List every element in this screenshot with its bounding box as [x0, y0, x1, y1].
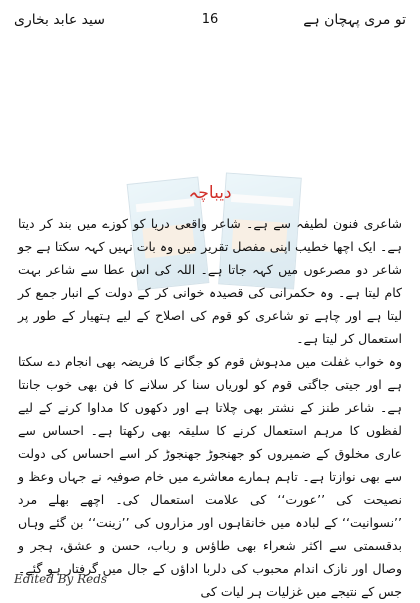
- page-header: [14, 12, 406, 34]
- section-heading: دیباچہ: [188, 183, 232, 203]
- page-number: 16: [201, 12, 219, 27]
- book-title: تو مری پہچان ہے: [303, 12, 406, 28]
- body-text: [18, 212, 402, 603]
- paragraph: وہ خواب غفلت میں مدہوش قوم کو جگانے کا فریضہ بھی انجام دے سکتا ہے اور جیتی جاگتی قوم کو لوریاں سنا کر سلانے کا فن بھی خوب جانتا ہے۔ شاعر طنز کے نشتر بھی چلاتا ہے اور دکھوں کا مداوا کرنے کے لیے لفظوں کا مرہم استعمال کرنے کا سلیقہ بھی رکھتا ہے۔ احساس سے عاری مخلوق کے ضمیروں کو جھنجوڑ جھنجوڑ کر اسے احساس کی دولت سے بھی نوازتا ہے۔ تاہم ہمارے معاشرے میں خام صوفیہ نے جہاں وعظ و نصیحت کی ’’عورت‘‘ کی علامت استعمال کی۔ اچھے بھلے مرد ’’نسوانیت‘‘ کے لبادہ میں خانقاہوں اور مزاروں کی ’’زینت‘‘ بن گئے وہاں بدقسمتی سے اکثر شعراء بھی طاؤس و رباب، حسن و عشق، ہجر و وصال اور نازک اندام محبوب کی دلربا اداؤں کے جال میں گرفتار ہو گئے۔ جس کے نتیجے میں غزلیات ہر لیات کی: [18, 354, 402, 599]
- author-name: سید عابد بخاری: [14, 12, 105, 28]
- paragraph: شاعری فنون لطیفہ سے ہے۔ شاعر واقعی دریا کو کوزے میں بند کر دیتا ہے۔ ایک اچھا خطیب اپنی مفصل تقریر میں وہ بات نہیں کہہ سکتا ہے جو شاعر دو مصرعوں میں کہہ جاتا ہے۔ اللہ کی اس عطا سے شاعر بہت کام لیتا ہے۔ وہ حکمرانی کی قصیدہ خوانی کر کے دولت کے انبار جمع کر لیتا ہے اور چاہے تو شاعری کو قوم کی اصلاح کے لیے ہتھیار کے طور پر استعمال کر لیتا ہے۔: [18, 216, 402, 346]
- footer-credit: Edited By Reds: [14, 572, 108, 586]
